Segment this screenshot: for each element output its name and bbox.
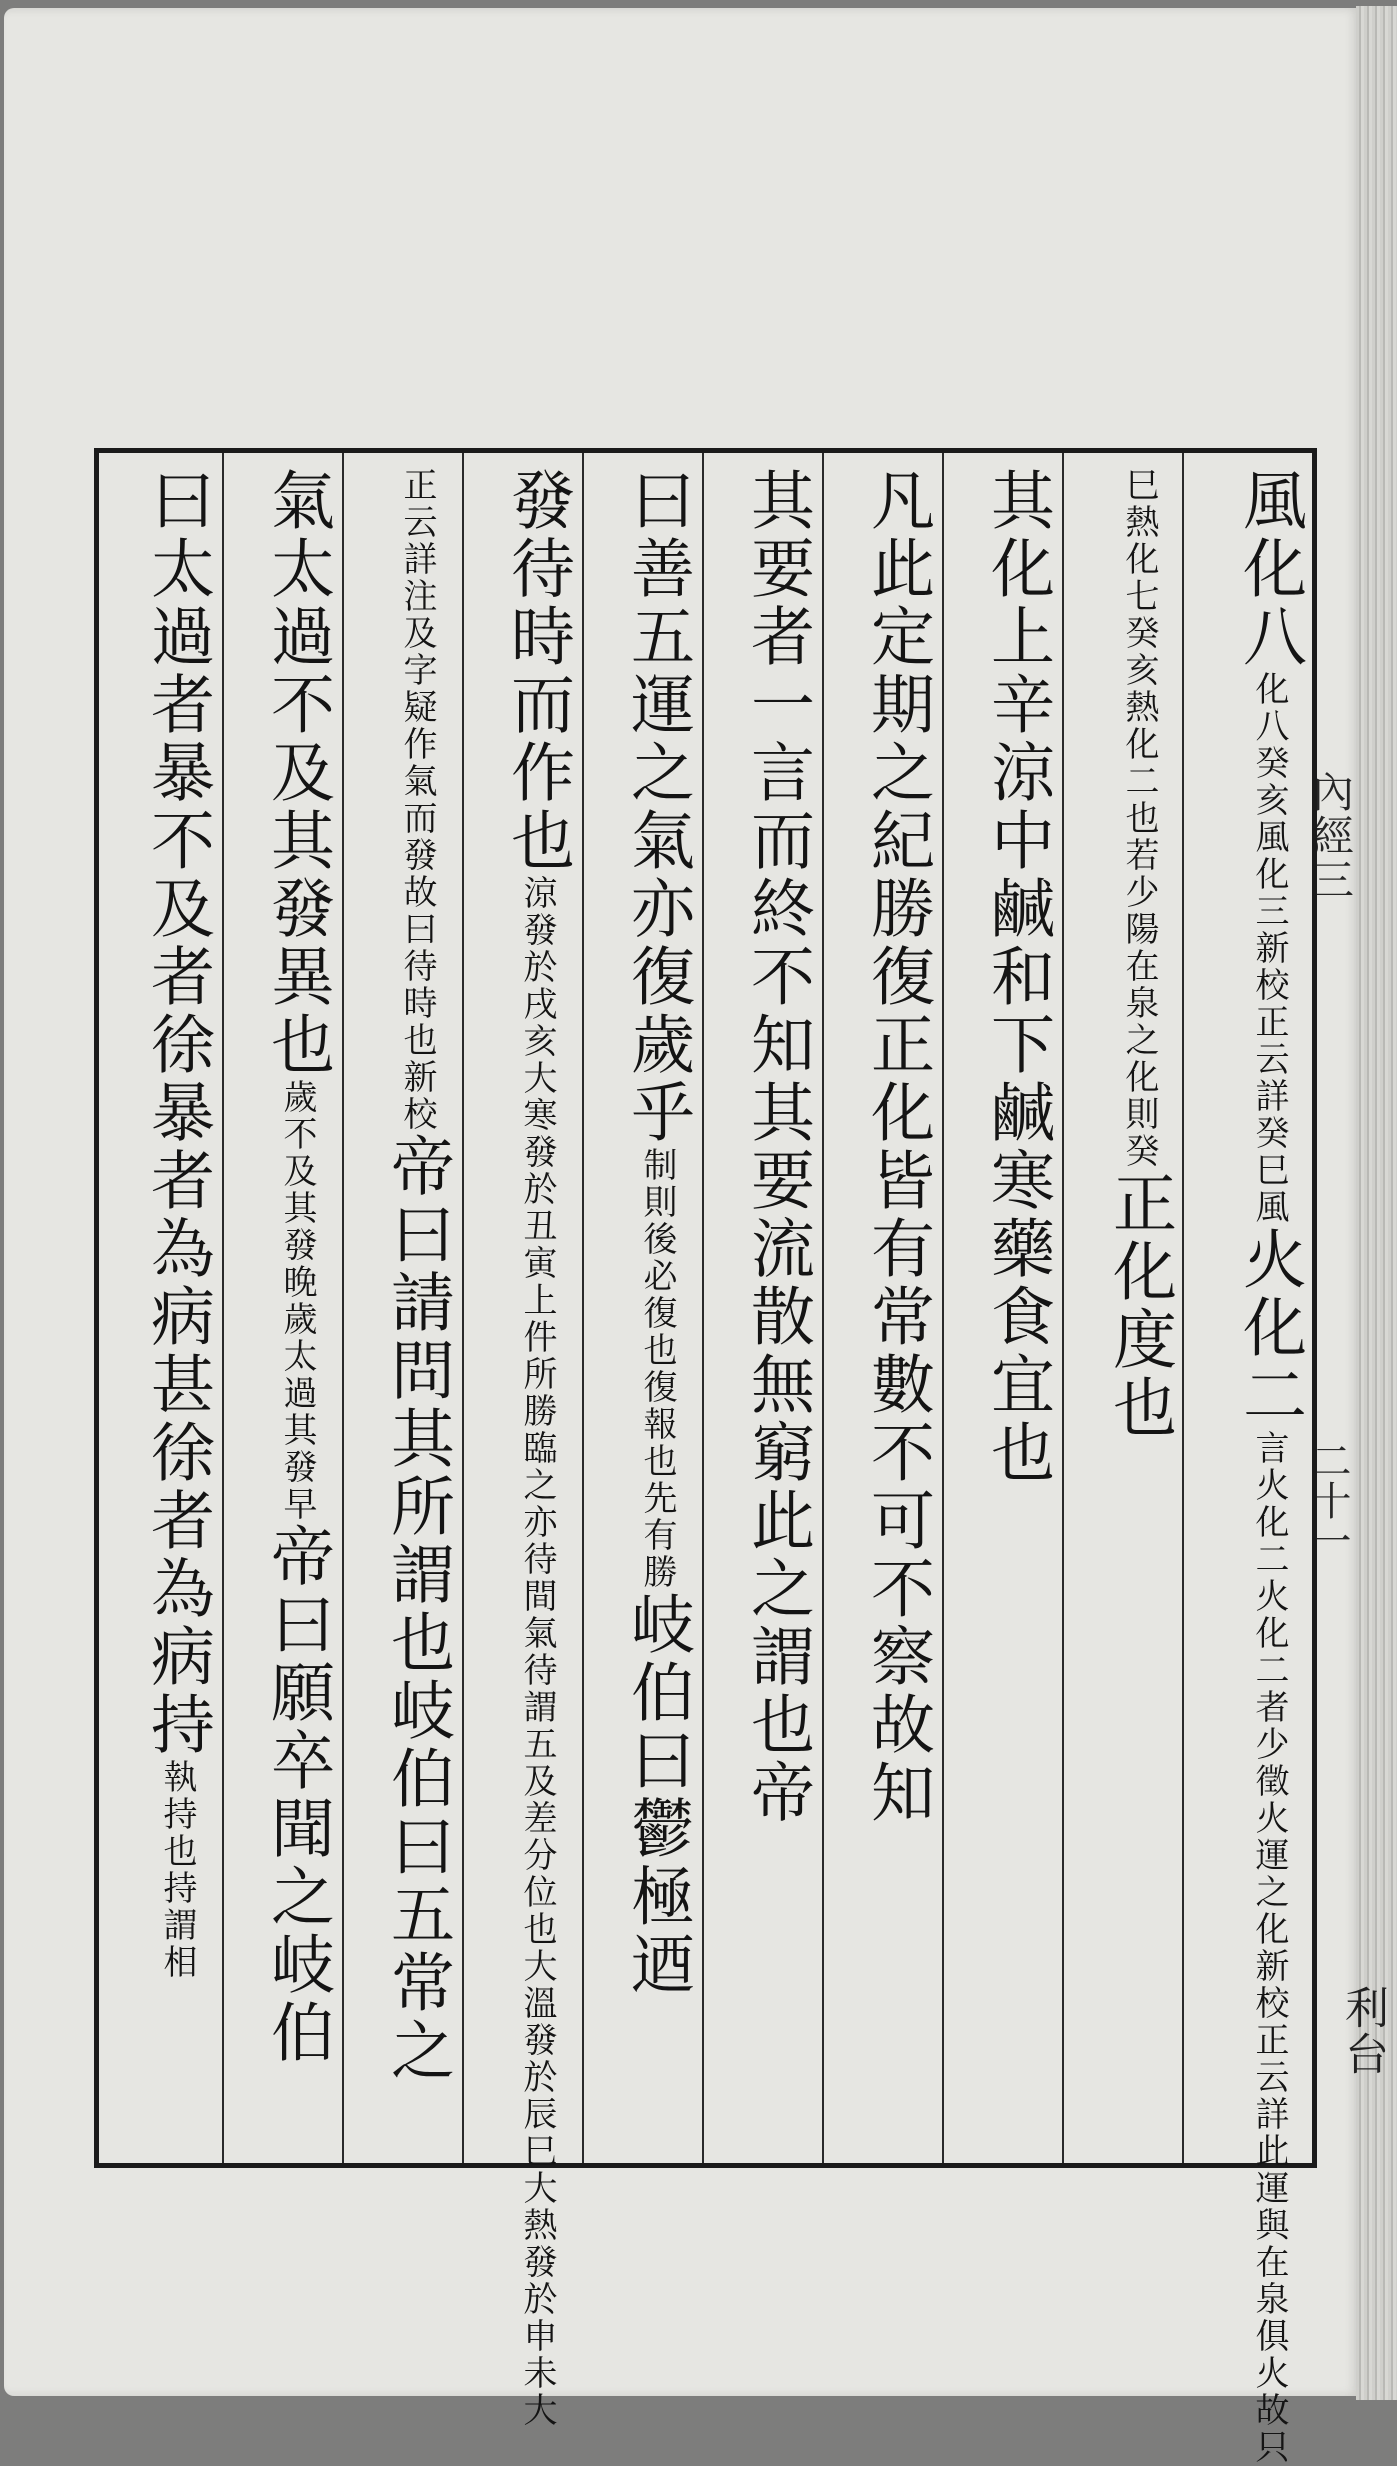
main-text: 曰善五運之氣亦復歲乎 [620, 467, 694, 1147]
commentary-line: 復報也先有勝 [637, 1369, 677, 1591]
commentary [277, 1079, 317, 1523]
commentary-line: 執持也 [157, 1759, 197, 1870]
column-rule [1182, 453, 1184, 2163]
column-rule [1062, 453, 1064, 2163]
main-text: 其化上辛涼中鹹和下鹹寒藥食宜也 [980, 467, 1054, 1487]
commentary-line: 待謂五及差分位也大溫發於辰巳大熱發於申未大 [517, 1652, 557, 2429]
commentary-line: 持謂相 [157, 1870, 197, 1981]
commentary [637, 1147, 677, 1591]
text-column-3 [957, 467, 1057, 2157]
text-column-5 [717, 467, 817, 2157]
commentary-line: 新校正云詳此運與在泉俱火故只 [1249, 1948, 1289, 2466]
column-rule [462, 453, 464, 2163]
main-text: 發待時而作也 [500, 467, 574, 875]
text-column-8 [357, 467, 457, 2157]
main-text: 火化二 [1232, 1226, 1306, 1430]
main-text: 曰太過者暴不及者徐暴者為病甚徐者為病持 [140, 467, 214, 1759]
column-rule [582, 453, 584, 2163]
main-text: 氣太過不及其發異也 [260, 467, 334, 1079]
text-column-9 [237, 467, 337, 2157]
commentary-line: 歲太過其發早 [277, 1301, 317, 1523]
column-rule [222, 453, 224, 2163]
commentary-line: 歲不及其發晚 [277, 1079, 317, 1301]
commentary-line: 而發故曰待時也 [397, 800, 437, 1059]
commentary-line: 正云詳注及字疑作氣 [397, 467, 437, 800]
column-rule [702, 453, 704, 2163]
column-rule [342, 453, 344, 2163]
text-column-6 [597, 467, 697, 2157]
commentary [1119, 467, 1159, 1170]
text-column-1 [1194, 467, 1309, 2466]
column-rule [822, 453, 824, 2163]
main-text: 帝曰請問其所謂也岐伯曰五常之 [380, 1133, 454, 2085]
commentary-line: 制則後必復也 [637, 1147, 677, 1369]
commentary [397, 467, 437, 1059]
main-text: 其要者一言而終不知其要流散無窮此之謂也帝 [740, 467, 814, 1827]
commentary-line: 涼發於戌亥大寒發於丑寅上件所勝臨之亦待間氣 [517, 875, 557, 1652]
commentary [1249, 1430, 1289, 2466]
commentary [157, 1759, 197, 1981]
commentary [517, 875, 557, 2429]
column-rule [942, 453, 944, 2163]
main-text: 凡此定期之紀勝復正化皆有常數不可不察故知 [860, 467, 934, 1827]
commentary-line: 化八癸亥風化三 [1249, 671, 1289, 930]
text-column-4 [837, 467, 937, 2157]
text-column-2 [1074, 467, 1179, 2157]
main-text: 帝曰願卒聞之岐伯 [260, 1523, 334, 2067]
commentary [1249, 671, 1289, 1226]
text-column-7 [477, 467, 577, 2429]
commentary-line: 新校 [397, 1059, 437, 1133]
main-text: 風化八 [1232, 467, 1306, 671]
main-text: 正化度也 [1102, 1170, 1176, 1442]
text-frame [94, 448, 1317, 2466]
commentary-line: 言火化二火化二者少徵火運之化 [1249, 1430, 1289, 1948]
commentary-line: 巳熱化七癸亥熱化二 [1119, 467, 1159, 800]
text-column-10 [113, 467, 217, 2157]
commentary-line: 新校正云詳癸巳風 [1249, 930, 1289, 1226]
margin-title: 內經三 [1306, 770, 1355, 902]
commentary-line: 也若少陽在泉之化則癸 [1119, 800, 1159, 1170]
margin-note: 利台 [1337, 1985, 1388, 2077]
folio-number: 二十一 [1305, 1440, 1351, 1560]
main-text: 岐伯曰鬱極迺 [620, 1591, 694, 1999]
